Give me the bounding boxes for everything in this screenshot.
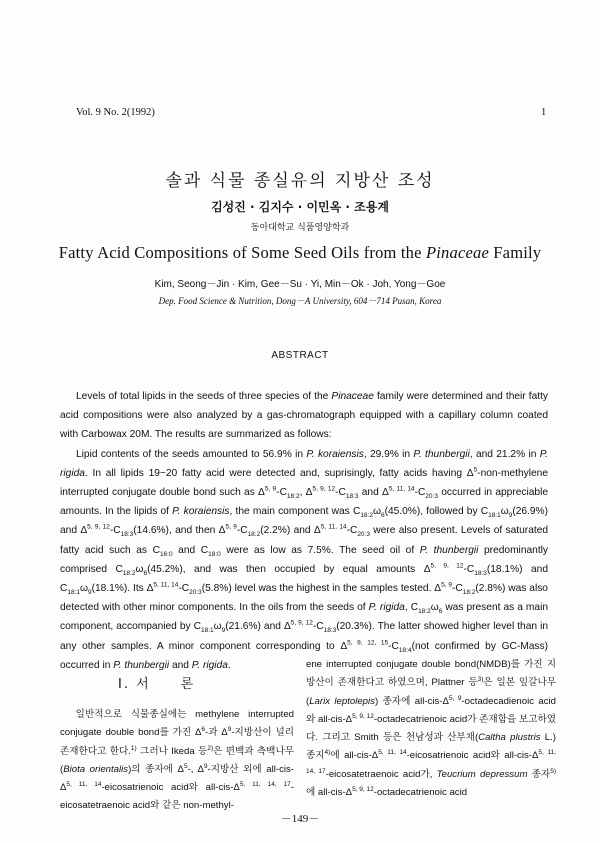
introduction-right-column [306, 656, 556, 802]
introduction-paragraph: ene interrupted conjugate double bond(NMDB)를 가진 지방산이 존재한다고 하였으며, Plattner 등$^{3)}$은 일본 잎갈나무(Larix leptolepis) 종자에 all-$cis-\Delta^{5, 9}$-octadecadienoic acid와 all-$cis-\Delta^{5, 9, 12}$-octadecatrienoic acid가 존재함을 보고하였다. 그리고 Smith 등은 천남성과 산부채(Caltha plustris L.) 종지$^{4)}$에 all-$cis-\Delta^{5, 11, 14}$-eicosatrienoic acid와 all-$cis-\Delta^{5, 11, 14, 17}$-eicosatetraenoic acid가, Teucrium depressum 종자$^{5)}$에 all-$cis-\Delta^{5, 9, 12}$-octadecatrienoic acid [306, 659, 557, 799]
english-title [0, 243, 600, 263]
abstract-paragraph: Levels of total lipids in the seeds of three species of the Pinaceae family were determined and their fatty acid compositions were also analyzed by a gas-chromatograph equipped with a capillary column coated with Carbowax 20M. The results are summarized as follows: [60, 391, 549, 441]
korean-authors: 김성진 · 김지수 · 이민옥 · 조용계 [211, 200, 389, 214]
introduction-left-column [60, 706, 294, 816]
introduction-paragraph: 일반적으로 식물종실에는 methylene interrupted conjugate double bond를 가진 $\Delta^6-$과 $\Delta^9-$지방산이 널리 존재한다고 한다.$^{1)}$ 그러나 Ikeda 등$^{2)}$은 편백과 측백나무(Biota orientalis)의 종자에 $\Delta^5-$, $\Delta^9-$지방산 외에 all-$cis-\Delta^{5, 11, 14}$-eicosatrienoic acid와 all-$cis-\Delta^{5, 11, 14, 17}$-eicosatetraenoic acid와 같은 non-methyl- [60, 709, 294, 812]
abstract-body [60, 387, 548, 675]
english-title-end: Family [488, 243, 542, 262]
page-number: 1 [541, 107, 547, 118]
journal-volume: Vol. 9 No. 2(1992) [76, 107, 155, 118]
abstract-paragraph: Lipid contents of the seeds amounted to 56.9% in P. koraiensis, 29.9% in P. thunbergii, and 21.2% in P. rigida. In all lipids 19~20 fatty acid were detected and, suprisingly, fatty acids having $\Delta^5-non$-methylene interrupted conjugate double bond such as $\Delta^{5, 9}-C_{18:2}$, $\Delta^{5, 9, 12}-C_{18:3}$ and $\Delta^{5, 11, 14}-C_{20:3}$ occurred in appreciable amounts. In the lipids of P. koraiensis, the main component was $C_{18:2}\omega_6(45.0\%)$, followed by $C_{18:1}\omega_9(26.9\%)$ and $\Delta^{5, 9, 12}-C_{18:3}(14.6\%)$, and then $\Delta^{5, 9}-C_{18:2}(2.2\%)$ and $\Delta^{5, 11, 14}-C_{20:3}$ were also present. Levels of saturated fatty acid such as $C_{16:0}$ and $C_{18:0}$ were as low as 7.5%. The seed oil of P. thunbergii predominantly comprised $C_{18:2}\omega_6(45.2\%)$, and was then occupied by equal amounts $\Delta^{5, 9, 12}-C_{18:3}(18.1\%)$ and $C_{18:1}\omega_9(18.1\%)$. Its $\Delta^{5, 11, 14}-C_{20:3}(5.8\%)$ level was the highest in the samples tested. $\Delta^{5, 9}-C_{18:2}(2.8\%)$ was also detected with other minor components. In the oils from the seeds of P. rigida, $C_{18:2}\omega_6$ was present as a main component, accompanied by $C_{18:1}\omega_9(21.6\%)$ and $\Delta^{5, 9, 12}-C_{18:3}(20.3\%)$. The latter showed higher level than in any other samples. A minor component corresponding to $\Delta^{5, 9, 12, 15}-C_{18:4}(not$ confirmed by GC-Mass) occurred in P. thunbergii and P. rigida. [60, 448, 549, 671]
english-authors: Kim, Seong－Jin · Kim, Gee－Su · Yi, Min－Ok · Joh, Yong－Goe [154, 279, 446, 290]
korean-affiliation: 동아대학교 식품영양학과 [250, 223, 350, 233]
english-title-family: Pinaceae [425, 243, 489, 262]
english-affiliation: Dep. Food Science & Nutrition, Dong－A University, 604－714 Pusan, Korea [158, 296, 442, 306]
section-heading-introduction: I. 서 론 [118, 677, 196, 692]
english-title-main: Fatty Acid Compositions of Some Seed Oils from the [58, 243, 426, 262]
abstract-heading: ABSTRACT [271, 350, 329, 361]
page-folio: －149－ [280, 813, 320, 825]
korean-title: 솔과 식물 종실유의 지방산 조성 [165, 171, 435, 191]
